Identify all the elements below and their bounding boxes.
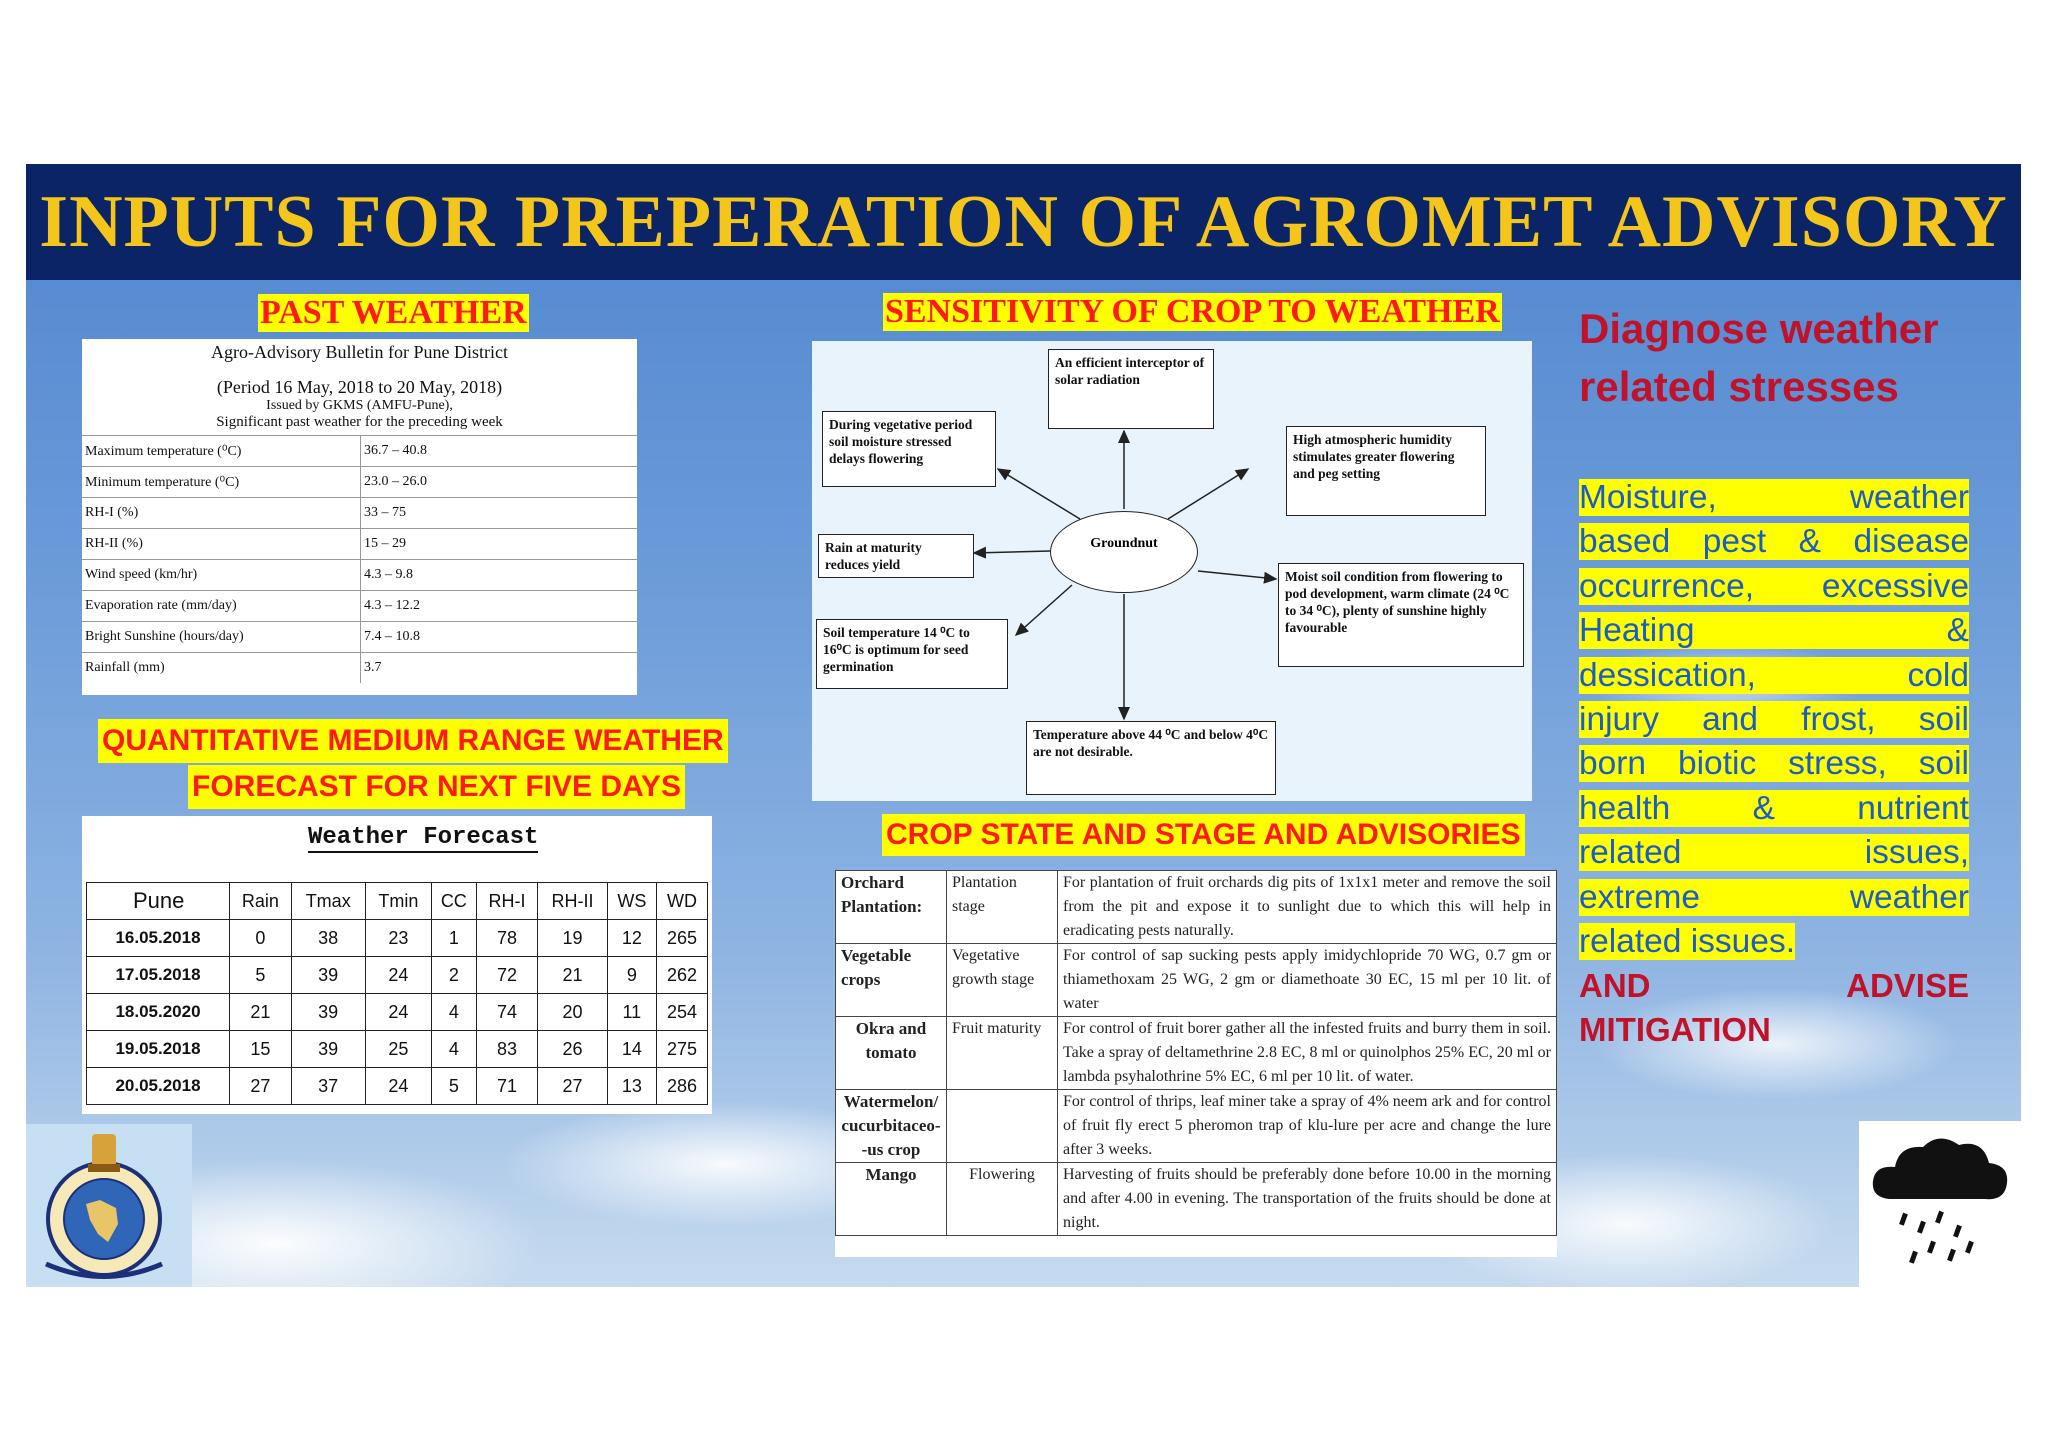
value-cell: 1	[431, 920, 476, 957]
column-header: WD	[657, 883, 708, 920]
forecast-title: Weather Forecast	[308, 824, 539, 851]
value-cell: 286	[657, 1068, 708, 1105]
value-cell: 27	[230, 1068, 292, 1105]
value-cell: 262	[657, 957, 708, 994]
value-cell: 3.7	[361, 653, 638, 684]
table-row	[82, 653, 637, 684]
column-header: Tmin	[365, 883, 431, 920]
box-solar: An efficient interceptor of solar radiation	[1048, 349, 1214, 429]
advice-cell: For control of fruit borer gather all the infested fruits and burry them in soil. Take a spray of deltamethrine 2.8 EC, 8 ml or quinolphos 25% EC, 20 ml or lambda psyhalothrine 5% EC, 6 ml per 10 lit. of water.	[1058, 1017, 1557, 1090]
table-row	[82, 529, 637, 560]
value-cell: 19	[538, 920, 607, 957]
stage-cell: Fruit maturity	[947, 1017, 1058, 1090]
value-cell: 39	[291, 957, 365, 994]
stress-line: Moisture, weather	[1579, 479, 1969, 516]
param-cell: Maximum temperature (⁰C)	[82, 436, 361, 467]
value-cell: 83	[476, 1031, 538, 1068]
box-temperature: Temperature above 44 ⁰C and below 4⁰C are not desirable.	[1026, 721, 1276, 795]
stage-cell	[947, 1090, 1058, 1163]
stage-cell: Flowering	[947, 1163, 1058, 1236]
param-cell: Rainfall (mm)	[82, 653, 361, 684]
advise-mitigation: AND ADVISE MITIGATION	[1579, 967, 1969, 1048]
crop-cell: Watermelon/ cucurbitaceo- -us crop	[836, 1090, 947, 1163]
value-cell: 27	[538, 1068, 607, 1105]
table-row	[82, 591, 637, 622]
past-weather-panel	[82, 339, 637, 695]
table-row	[87, 920, 708, 957]
column-header: RH-I	[476, 883, 538, 920]
value-cell: 15 – 29	[361, 529, 638, 560]
advisories-label: CROP STATE AND STAGE AND ADVISORIES	[882, 814, 1525, 856]
bulletin-title: Agro-Advisory Bulletin for Pune District	[211, 342, 508, 362]
value-cell: 39	[291, 994, 365, 1031]
column-header: RH-II	[538, 883, 607, 920]
value-cell: 12	[607, 920, 656, 957]
table-row	[82, 467, 637, 498]
value-cell: 24	[365, 994, 431, 1031]
stress-line: Heating &	[1579, 612, 1969, 650]
value-cell: 21	[230, 994, 292, 1031]
box-vegetative: During vegetative period soil moisture stressed delays flowering	[822, 411, 996, 487]
stage-cell: Plantation stage	[947, 871, 1058, 944]
table-header-row	[87, 883, 708, 920]
value-cell: 72	[476, 957, 538, 994]
slide	[26, 164, 2021, 1287]
crop-cell: Orchard Plantation:	[836, 871, 947, 944]
stress-line: occurrence, excessive	[1579, 567, 1969, 605]
date-cell: 17.05.2018	[87, 957, 230, 994]
param-cell: RH-I (%)	[82, 498, 361, 529]
date-cell: 18.05.2020	[87, 994, 230, 1031]
bulletin-issued-by: Issued by GKMS (AMFU-Pune),	[266, 398, 453, 413]
value-cell: 23	[365, 920, 431, 957]
forecast-panel	[82, 816, 712, 1114]
advisories-table	[835, 870, 1557, 1236]
stress-line: born biotic stress, soil	[1579, 745, 1969, 783]
value-cell: 11	[607, 994, 656, 1031]
value-cell: 5	[230, 957, 292, 994]
arrow-rain	[974, 551, 1050, 553]
value-cell: 14	[607, 1031, 656, 1068]
value-cell: 24	[365, 957, 431, 994]
value-cell: 24	[365, 1068, 431, 1105]
box-humidity: High atmospheric humidity stimulates greater flowering and peg setting	[1286, 426, 1486, 516]
column-header: Rain	[230, 883, 292, 920]
arrow-moist-soil	[1198, 571, 1276, 579]
table-row	[836, 871, 1557, 944]
title-bar	[26, 164, 2021, 280]
stress-line: extreme weather	[1579, 878, 1969, 916]
advisories-panel	[835, 870, 1557, 1257]
value-cell: 23.0 – 26.0	[361, 467, 638, 498]
value-cell: 13	[607, 1068, 656, 1105]
rain-cloud-icon	[1859, 1121, 2021, 1287]
advice-cell: For control of thrips, leaf miner take a spray of 4% neem ark and for control of fruit fly erect 5 pheromon trap of klu-lure per acre and change the lure after 3 weeks.	[1058, 1090, 1557, 1163]
param-cell: Evaporation rate (mm/day)	[82, 591, 361, 622]
value-cell: 25	[365, 1031, 431, 1068]
page-title: INPUTS FOR PREPERATION OF AGROMET ADVISORY	[39, 180, 2008, 263]
bulletin-subtitle: Significant past weather for the preceding week	[216, 414, 503, 430]
table-row	[82, 560, 637, 591]
date-cell: 20.05.2018	[87, 1068, 230, 1105]
value-cell: 39	[291, 1031, 365, 1068]
diagnose-heading: Diagnose weather related stresses	[1579, 305, 1939, 410]
value-cell: 275	[657, 1031, 708, 1068]
value-cell: 36.7 – 40.8	[361, 436, 638, 467]
advice-cell: For control of sap sucking pests apply imidychlopride 70 WG, 0.7 gm or thiamethoxam 25 WG, 2 gm or diamethoate 30 EC, 15 ml per 10 lit. of water	[1058, 944, 1557, 1017]
forecast-label-line1: QUANTITATIVE MEDIUM RANGE WEATHER	[98, 719, 728, 763]
forecast-table	[86, 882, 708, 1105]
table-row	[82, 622, 637, 653]
crop-cell: Okra and tomato	[836, 1017, 947, 1090]
table-row	[87, 957, 708, 994]
imd-emblem-icon	[26, 1124, 192, 1287]
value-cell: 4.3 – 12.2	[361, 591, 638, 622]
table-row	[836, 944, 1557, 1017]
stress-line: injury and frost, soil	[1579, 701, 1969, 739]
sensitivity-label: SENSITIVITY OF CROP TO WEATHER	[885, 293, 1500, 330]
param-cell: RH-II (%)	[82, 529, 361, 560]
value-cell: 254	[657, 994, 708, 1031]
location-header: Pune	[87, 883, 230, 920]
table-row	[87, 1031, 708, 1068]
table-row	[82, 436, 637, 467]
advice-cell: Harvesting of fruits should be preferably done before 10.00 in the morning and after 4.00 in evening. The transportation of the fruits should be done at night.	[1058, 1163, 1557, 1236]
box-moist-soil: Moist soil condition from flowering to pod development, warm climate (24 ⁰C to 34 ⁰C), plenty of sunshine highly favourable	[1278, 563, 1524, 667]
box-rain: Rain at maturity reduces yield	[818, 534, 974, 578]
arrow-soil-temp	[1016, 585, 1072, 635]
value-cell: 37	[291, 1068, 365, 1105]
crop-cell: Mango	[836, 1163, 947, 1236]
table-row	[836, 1163, 1557, 1236]
stage-cell: Vegetative growth stage	[947, 944, 1058, 1017]
param-cell: Wind speed (km/hr)	[82, 560, 361, 591]
box-soil-temp: Soil temperature 14 ⁰C to 16⁰C is optimum for seed germination	[816, 619, 1008, 689]
table-row	[836, 1090, 1557, 1163]
table-row	[82, 498, 637, 529]
stress-line: based pest & disease	[1579, 523, 1969, 561]
stress-line: related issues.	[1579, 923, 1795, 961]
arrow-humidity	[1168, 469, 1248, 519]
value-cell: 71	[476, 1068, 538, 1105]
column-header: WS	[607, 883, 656, 920]
value-cell: 78	[476, 920, 538, 957]
advice-cell: For plantation of fruit orchards dig pits of 1x1x1 meter and remove the soil from the pit and expose it to sunlight due to which this will help in eradicating pests naturally.	[1058, 871, 1557, 944]
table-row	[836, 1017, 1557, 1090]
crop-cell: Vegetable crops	[836, 944, 947, 1017]
value-cell: 265	[657, 920, 708, 957]
value-cell: 5	[431, 1068, 476, 1105]
value-cell: 4.3 – 9.8	[361, 560, 638, 591]
value-cell: 74	[476, 994, 538, 1031]
center-node: Groundnut	[1050, 511, 1198, 593]
forecast-label-line2: FORECAST FOR NEXT FIVE DAYS	[188, 765, 685, 809]
past-weather-table	[82, 435, 637, 683]
param-cell: Bright Sunshine (hours/day)	[82, 622, 361, 653]
value-cell: 15	[230, 1031, 292, 1068]
column-header: CC	[431, 883, 476, 920]
param-cell: Minimum temperature (⁰C)	[82, 467, 361, 498]
value-cell: 38	[291, 920, 365, 957]
past-weather-label: PAST WEATHER	[260, 294, 527, 331]
table-row	[87, 1068, 708, 1105]
stress-line: dessication, cold	[1579, 656, 1969, 694]
value-cell: 9	[607, 957, 656, 994]
date-cell: 16.05.2018	[87, 920, 230, 957]
arrow-vegetative	[998, 469, 1080, 519]
value-cell: 20	[538, 994, 607, 1031]
sensitivity-diagram	[812, 341, 1532, 801]
column-header: Tmax	[291, 883, 365, 920]
stress-line: health & nutrient	[1579, 789, 1969, 827]
value-cell: 26	[538, 1031, 607, 1068]
value-cell: 4	[431, 1031, 476, 1068]
value-cell: 7.4 – 10.8	[361, 622, 638, 653]
value-cell: 2	[431, 957, 476, 994]
bulletin-period: (Period 16 May, 2018 to 20 May, 2018)	[216, 377, 503, 397]
value-cell: 4	[431, 994, 476, 1031]
date-cell: 19.05.2018	[87, 1031, 230, 1068]
stress-list	[1579, 476, 1969, 964]
stress-line: related issues,	[1579, 834, 1969, 872]
value-cell: 33 – 75	[361, 498, 638, 529]
value-cell: 0	[230, 920, 292, 957]
table-row	[87, 994, 708, 1031]
value-cell: 21	[538, 957, 607, 994]
